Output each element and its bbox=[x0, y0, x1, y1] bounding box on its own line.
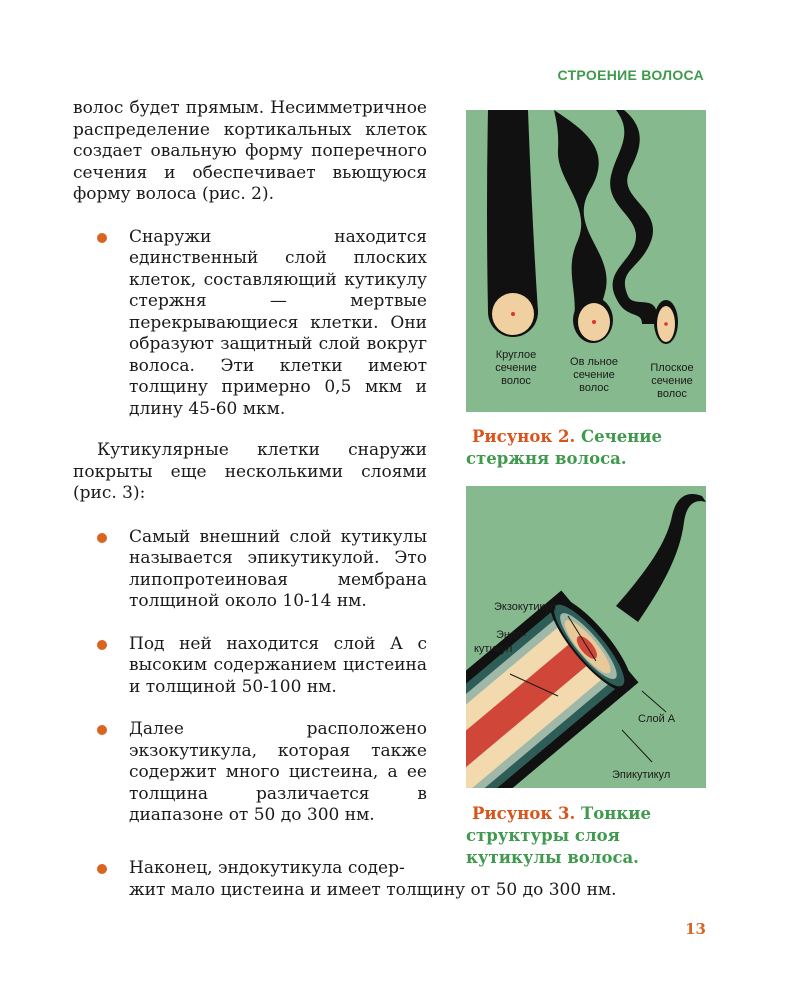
label-exocuticle: Экзокутикул bbox=[494, 601, 557, 613]
bullet-text: Наконец, эндокутикула содер- bbox=[129, 858, 405, 878]
list-item bbox=[73, 719, 427, 827]
label-round-3: волос bbox=[501, 375, 531, 387]
bullet-icon bbox=[97, 533, 107, 543]
label-round-2: сечение bbox=[495, 362, 537, 374]
bullet-text: Снаружи находится единственный слой плоских клеток, составляющий кутикулу стержня — мертвые перекрывающиеся клетки. Они образуют защитный слой вокруг волоса. Эти клетки имеют толщину примерно 0,5 мкм и длину 45-60 мкм. bbox=[129, 226, 427, 419]
bullet-icon bbox=[97, 640, 107, 650]
bullet-list-layers bbox=[73, 527, 427, 827]
label-epicuticle: Эпикутикул bbox=[612, 769, 671, 781]
label-oval-2: сечение bbox=[573, 369, 615, 381]
figure-3-illustration bbox=[466, 486, 706, 788]
figure-3-cuticle-layers bbox=[466, 486, 706, 788]
section-title: СТРОЕНИЕ ВОЛОСА bbox=[557, 67, 704, 83]
bullet-text: Под ней находится слой А с высоким содержанием цистеина и толщиной 50-100 нм. bbox=[129, 633, 427, 697]
page-number: 13 bbox=[685, 920, 706, 938]
label-flat-1: Плоское bbox=[650, 362, 694, 374]
figure-3-caption bbox=[466, 803, 706, 869]
caption-number: Рисунок 3. bbox=[472, 804, 576, 823]
caption-text: Сечение стержня волоса. bbox=[466, 427, 663, 468]
list-item bbox=[73, 227, 427, 421]
bullet-icon bbox=[97, 233, 107, 243]
label-endocuticle-2: кутикул bbox=[474, 643, 513, 655]
figure-2-caption bbox=[466, 426, 706, 470]
last-bullet-continuation: жит мало цистеина и имеет толщину от 50 до 300 нм. bbox=[129, 880, 617, 900]
bullet-text: Самый внешний слой кутикулы называется эпикутикулой. Это липопротеиновая мембрана толщиной около 10-14 нм. bbox=[129, 526, 427, 611]
label-oval-1: Ов льное bbox=[570, 356, 618, 368]
bullet-text: Далее расположено экзокутикула, которая также содержит много цистеина, а ее толщина различается в диапазоне от 50 до 300 нм. bbox=[129, 719, 427, 825]
figure-2-hair-cross-sections bbox=[466, 110, 706, 412]
caption-number: Рисунок 2. bbox=[472, 427, 576, 446]
label-flat-3: волос bbox=[657, 388, 687, 400]
caption-text: Тонкие структуры слоя кутикулы волоса. bbox=[466, 804, 651, 867]
bullet-icon bbox=[97, 864, 107, 874]
label-flat-2: сечение bbox=[651, 375, 693, 387]
label-oval-3: волос bbox=[579, 382, 609, 394]
list-item bbox=[73, 527, 427, 613]
cuticle-paragraph: Кутикулярные клетки снаружи покрыты еще несколькими слоями (рис. 3): bbox=[73, 440, 427, 503]
figure-2-illustration bbox=[466, 110, 706, 412]
bullet-list-outer bbox=[73, 227, 427, 421]
list-item bbox=[73, 634, 427, 699]
intro-paragraph: волос будет прямым. Несимметричное распределение кортикальных клеток создает овальную форму поперечного сечения и обеспечивает вьющуюся форму волоса (рис. 2). bbox=[73, 98, 427, 204]
bullet-icon bbox=[97, 725, 107, 735]
label-round-1: Круглое bbox=[495, 349, 537, 361]
label-endocuticle-1: Эндо- bbox=[496, 629, 527, 641]
label-layer-a: Слой А bbox=[638, 713, 676, 725]
text-column bbox=[73, 98, 427, 827]
